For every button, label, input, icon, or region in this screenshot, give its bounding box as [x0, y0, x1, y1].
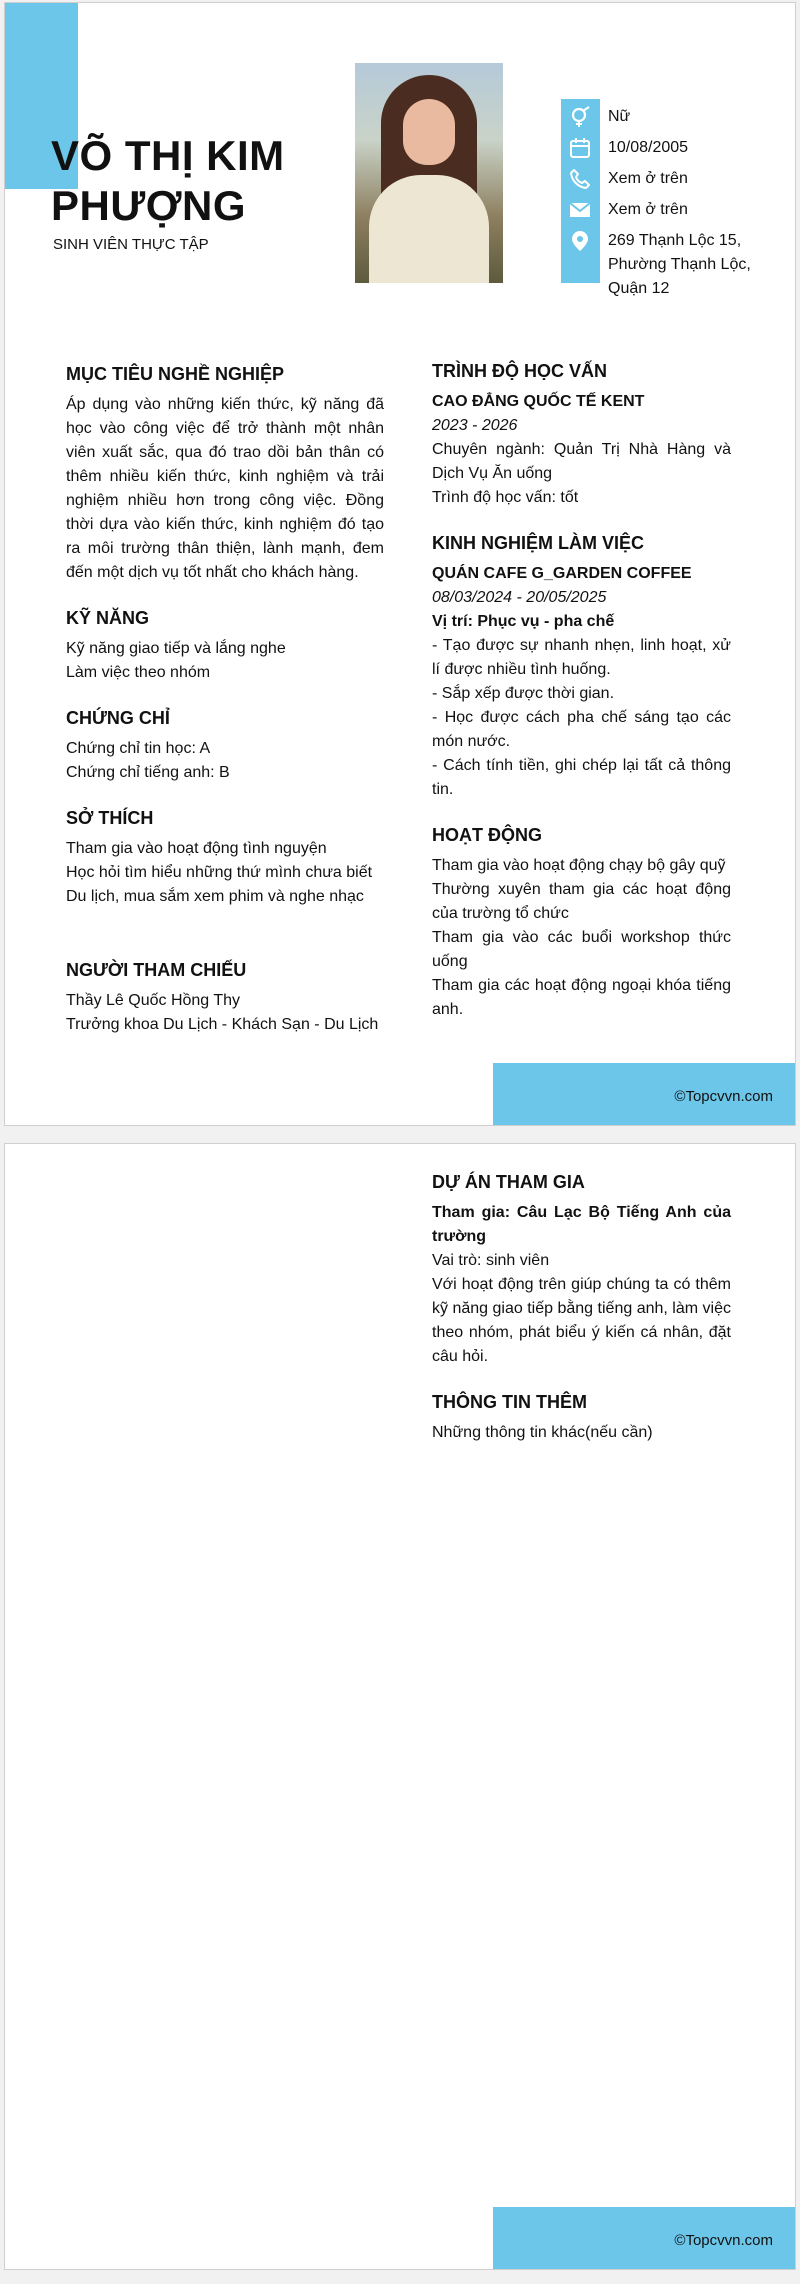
extra-text: Những thông tin khác(nếu cần): [432, 1424, 653, 1441]
skills-section: [66, 605, 384, 685]
education-period: 2023 - 2026: [432, 417, 518, 434]
contact-info: [561, 102, 781, 301]
project-description: Với hoạt động trên giúp chúng ta có thêm kỹ năng giao tiếp bằng tiếng anh, làm việc theo nhóm, phát biểu ý kiến cá nhân, đặt câu hỏi.: [432, 1276, 731, 1365]
right-column-page-2: [432, 1169, 731, 1465]
experience-section: [432, 530, 731, 802]
education-school: CAO ĐẲNG QUỐC TẾ KENT: [432, 393, 645, 410]
footer-bar: [493, 2207, 795, 2269]
email-icon: [568, 198, 592, 222]
list-item: Thầy Lê Quốc Hồng Thy: [66, 992, 241, 1009]
objective-section: [66, 361, 384, 585]
contact-birthday: 10/08/2005: [561, 133, 781, 164]
left-column: [66, 361, 384, 1057]
hobbies-section: [66, 805, 384, 909]
list-item: Tham gia vào hoạt động chạy bộ gây quỹ: [432, 857, 726, 874]
experience-period: 08/03/2024 - 20/05/2025: [432, 589, 607, 606]
projects-section: [432, 1169, 731, 1369]
objective-text: Áp dụng vào những kiến thức, kỹ năng đã học vào công việc để trở thành một nhân viên xuất sắc, qua đó trao dồi bản thân có thêm nhiều kiến thức, kinh nghiệm và trải nghiệm nhiều hơn trong công việc. Đồng thời dựa vào kiến thức, kinh nghiệm đó tạo ra môi trường thân thiện, lành mạnh, đem đến một dịch vụ tốt nhất cho khách hàng.: [66, 396, 384, 581]
list-item: Tham gia vào hoạt động tình nguyện: [66, 840, 327, 857]
list-item: Làm việc theo nhóm: [66, 664, 211, 681]
list-item: Thường xuyên tham gia các hoạt động của trường tổ chức: [432, 881, 731, 922]
list-item: Du lịch, mua sắm xem phim và nghe nhạc: [66, 888, 364, 905]
list-item: - Cách tính tiền, ghi chép lại tất cả thông tin.: [432, 757, 731, 798]
list-item: Kỹ năng giao tiếp và lắng nghe: [66, 640, 286, 657]
contact-address: 269 Thạnh Lộc 15, Phường Thạnh Lộc, Quận 12: [561, 226, 781, 301]
calendar-icon: [568, 136, 592, 160]
cv-page-1: [4, 2, 796, 1126]
right-column: [432, 358, 731, 1042]
candidate-name: VÕ THỊ KIM PHƯỢNG: [51, 132, 285, 229]
footer-bar: [493, 1063, 795, 1125]
list-item: Chứng chỉ tiếng anh: B: [66, 764, 230, 781]
contact-email: Xem ở trên: [561, 195, 781, 226]
list-item: Chứng chỉ tin học: A: [66, 740, 211, 757]
projects-title: DỰ ÁN THAM GIA: [432, 1172, 585, 1192]
list-item: - Sắp xếp được thời gian.: [432, 685, 615, 702]
list-item: Học hỏi tìm hiểu những thứ mình chưa biết: [66, 864, 373, 881]
phone-icon: [568, 167, 592, 191]
contact-phone: Xem ở trên: [561, 164, 781, 195]
education-level: Trình độ học vấn: tốt: [432, 489, 579, 506]
footer-text: ©Topcvvn.com: [674, 1088, 773, 1105]
education-title: TRÌNH ĐỘ HỌC VẤN: [432, 361, 607, 381]
project-name: Tham gia: Câu Lạc Bộ Tiếng Anh của trường: [432, 1204, 731, 1245]
gender-icon: [568, 105, 592, 129]
hobbies-title: SỞ THÍCH: [66, 808, 154, 828]
skills-title: KỸ NĂNG: [66, 608, 150, 628]
list-item: - Tạo được sự nhanh nhẹn, linh hoạt, xử lí được nhiều tình huống.: [432, 637, 731, 678]
certificates-title: CHỨNG CHỈ: [66, 708, 170, 728]
candidate-role: SINH VIÊN THỰC TẬP: [53, 236, 209, 253]
extra-title: THÔNG TIN THÊM: [432, 1392, 587, 1412]
education-section: [432, 358, 731, 510]
list-item: Trưởng khoa Du Lịch - Khách Sạn - Du Lịch: [66, 1016, 379, 1033]
activities-section: [432, 822, 731, 1022]
list-item: Tham gia vào các buổi workshop thức uống: [432, 929, 731, 970]
contact-gender: Nữ: [561, 102, 781, 133]
references-title: NGƯỜI THAM CHIẾU: [66, 960, 247, 980]
experience-title: KINH NGHIỆM LÀM VIỆC: [432, 533, 645, 553]
education-major: Chuyên ngành: Quản Trị Nhà Hàng và Dịch Vụ Ăn uống: [432, 441, 731, 482]
location-icon: [568, 229, 592, 253]
cv-page-2: [4, 1143, 796, 2270]
list-item: Tham gia các hoạt động ngoại khóa tiếng anh.: [432, 977, 731, 1018]
footer-text: ©Topcvvn.com: [674, 2232, 773, 2249]
references-section: [66, 957, 384, 1037]
experience-company: QUÁN CAFE G_GARDEN COFFEE: [432, 565, 692, 582]
project-role: Vai trò: sinh viên: [432, 1252, 550, 1269]
certificates-section: [66, 705, 384, 785]
extra-section: [432, 1389, 731, 1445]
experience-position: Vị trí: Phục vụ - pha chế: [432, 613, 615, 630]
activities-title: HOẠT ĐỘNG: [432, 825, 542, 845]
list-item: - Học được cách pha chế sáng tạo các món nước.: [432, 709, 731, 750]
profile-photo: [355, 63, 503, 283]
objective-title: MỤC TIÊU NGHỀ NGHIỆP: [66, 364, 285, 384]
